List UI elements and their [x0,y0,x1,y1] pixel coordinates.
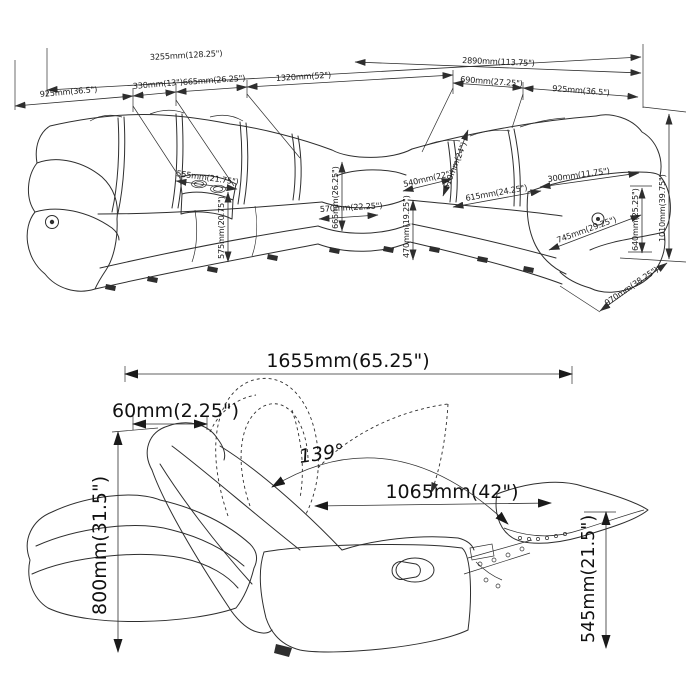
dim-console-depth [176,168,239,189]
dim-footrest-height-label: 545mm(21.5") [579,514,599,643]
dim-overall-height-label: 1010mm(39.75") [657,174,667,242]
sectional-right-arm [527,115,670,292]
dim-seat-height-left [216,192,228,262]
dim-wedge-depth [330,162,342,231]
dim-footrest-extension [315,481,551,506]
dim-seat-left [176,73,247,92]
recliner-extension-lines [112,366,616,512]
sectional-sofa-drawing [15,44,686,312]
dim-wall-clearance-label: 60mm(2.25") [112,400,240,422]
dim-console-width-label: 330mm(13") [132,76,184,91]
dim-height-label: 800mm(31.5") [89,475,111,615]
power-recline-button-left [46,216,59,229]
dim-recline-angle-label: 139° [297,439,347,468]
dim-console-depth-label: 555mm(21.75") [175,168,240,187]
sectional-right-back [408,116,596,216]
dim-wedge-front [319,200,383,219]
footrest [496,482,648,543]
dim-back-height-label: 610mm(24") [440,140,469,191]
dim-overall-height [657,114,669,259]
dim-seat-height-left-label: 575mm(20.75") [216,196,226,259]
dim-arm-seat-right [523,83,638,97]
footrest-linkage [464,540,532,588]
dim-footrest-height [579,512,606,648]
recline-handle [392,558,434,582]
dim-arm-top-label: 300mm(11.75") [546,165,611,184]
dim-arm-seat-right-label: 925mm(36.5") [551,83,611,98]
dim-arm-height-label: 640mm(25.25") [630,188,640,251]
dim-arm-seat-left [15,84,133,106]
dim-wall-clearance [112,400,239,424]
dim-footrest-extension-label: 1065mm(42") [385,481,519,503]
recliner-armrest [27,495,256,621]
dim-seat-width-right-label: 540mm(22") [402,167,454,189]
recliner-base [260,537,474,657]
sectional-left-seats [95,206,318,291]
sectional-left-back [50,110,332,214]
dim-arm-height [630,188,642,253]
dim-seat-left-label: 665mm(26.25") [182,72,246,87]
dim-corner-wedge [247,70,453,87]
dim-overall-right-label: 2890mm(113.75") [461,55,535,68]
dim-corner-wedge-label: 1320mm(52") [275,69,332,83]
dim-seat-height-right-label: 470mm(19.25") [401,195,411,258]
dim-reclined-length-label: 1655mm(65.25") [266,350,430,372]
dim-arm-depth-label: 745mm(29.25") [555,214,618,245]
sectional-right-seats [410,224,562,284]
dim-arm-seat-left-label: 925mm(36.5") [39,84,98,99]
dim-overall-depth [600,263,667,311]
dim-arm-depth [549,214,641,250]
dim-wedge-depth-label: 665mm(26.25") [330,166,340,229]
dim-overall-depth-label: 970mm(38.25") [602,264,660,308]
dim-overall-left-label: 3255mm(128.25") [149,47,223,62]
dim-console-width [132,77,183,96]
dim-seat-depth-right-label: 615mm(24.25") [464,182,528,203]
dim-wedge-front-label: 570mm(22.25") [319,200,383,214]
recliner-drawing [27,350,648,657]
dim-seat-right-label: 690mm(27.25") [459,74,523,89]
dim-seat-right [453,74,523,88]
dim-reclined-length [125,350,572,374]
dim-seat-height-right [401,195,413,260]
